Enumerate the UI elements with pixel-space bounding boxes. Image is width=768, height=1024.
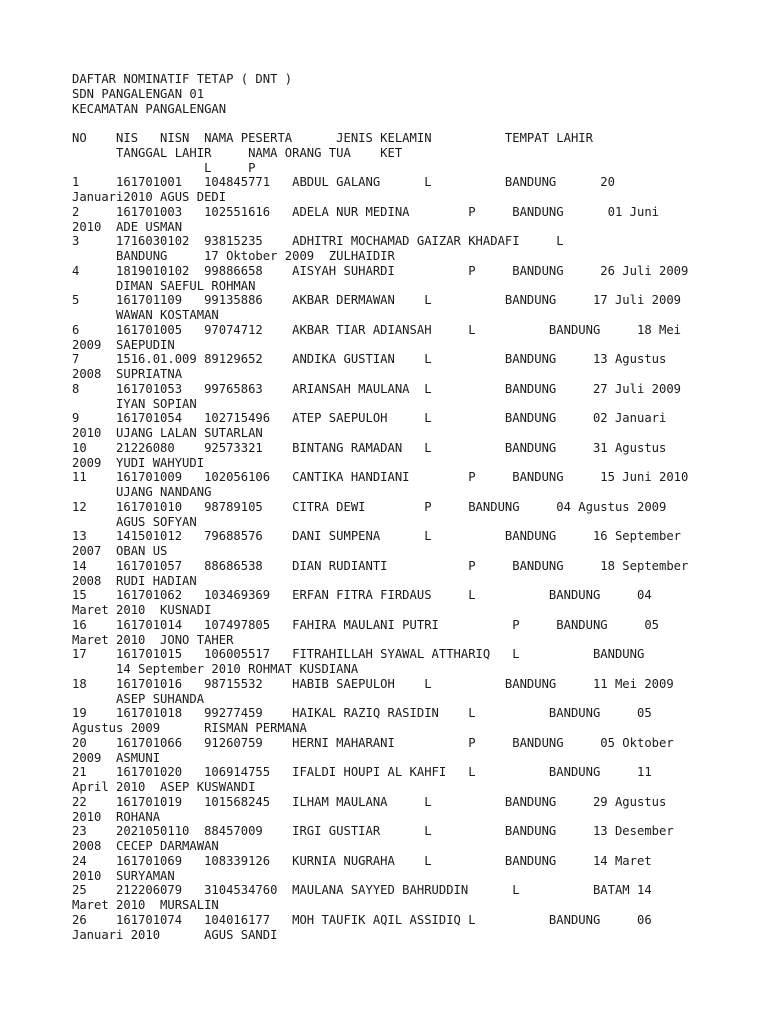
student-record-line: 2009 ASMUNI <box>72 750 161 765</box>
student-record-line: IYAN SOPIAN <box>72 396 197 411</box>
student-record-line: AGUS SOFYAN <box>72 514 197 529</box>
student-record-line: WAWAN KOSTAMAN <box>72 308 219 322</box>
student-record-line: UJANG NANDANG <box>72 485 212 499</box>
blank-line <box>72 116 688 131</box>
student-record-line: 14 September 2010 ROHMAT KUSDIANA <box>72 662 359 676</box>
student-record-line: 2010 ROHANA <box>72 809 161 824</box>
student-record-line: 8 161701053 99765863 ARIANSAH MAULANA L BANDUNG 27 Juli 2009 <box>72 381 682 396</box>
document-title: DAFTAR NOMINATIF TETAP ( DNT ) <box>72 72 293 86</box>
student-record-line: 25 212206079 3104534760 MAULANA SAYYED BAHRUDDIN L BATAM 14 <box>72 883 652 898</box>
student-record-line: 18 161701016 98715532 HABIB SAEPULOH L BANDUNG 11 Mei 2009 <box>72 676 674 691</box>
student-record-line: Agustus 2009 RISMAN PERMANA <box>72 721 307 735</box>
student-record-line: 20 161701066 91260759 HERNI MAHARANI P BANDUNG 05 Oktober <box>72 735 674 750</box>
student-record-line: 14 161701057 88686538 DIAN RUDIANTI P BANDUNG 18 September <box>72 558 689 573</box>
student-record-line: 9 161701054 102715496 ATEP SAEPULOH L BANDUNG 02 Januari <box>72 411 667 426</box>
student-record-line: Maret 2010 KUSNADI <box>72 603 212 617</box>
student-record-line: 2008 SUPRIATNA <box>72 367 183 381</box>
student-record-line: 2010 SURYAMAN <box>72 868 175 883</box>
table-header-line: NO NIS NISN NAMA PESERTA JENIS KELAMIN TEMPAT LAHIR <box>72 131 593 145</box>
student-record-line: 26 161701074 104016177 MOH TAUFIK AQIL ASSIDIQ L BANDUNG 06 <box>72 912 652 927</box>
student-record-line: 2008 CECEP DARMAWAN <box>72 839 219 853</box>
student-record-line: Maret 2010 JONO TAHER <box>72 632 234 647</box>
student-record-line: 15 161701062 103469369 ERFAN FITRA FIRDAUS L BANDUNG 04 <box>72 588 652 603</box>
student-record-line: 7 1516.01.009 89129652 ANDIKA GUSTIAN L BANDUNG 13 Agustus <box>72 352 667 367</box>
student-record-line: 10 21226080 92573321 BINTANG RAMADAN L BANDUNG 31 Agustus <box>72 440 667 455</box>
student-record-line: 13 141501012 79688576 DANI SUMPENA L BANDUNG 16 September <box>72 529 682 544</box>
table-header-line: TANGGAL LAHIR NAMA ORANG TUA KET <box>72 145 403 160</box>
student-record-line: 2010 ADE USMAN <box>72 219 183 234</box>
student-record-line: Januari 2010 AGUS SANDI <box>72 927 278 942</box>
student-record-line: 2007 OBAN US <box>72 544 168 558</box>
district-name: KECAMATAN PANGALENGAN <box>72 101 227 116</box>
student-record-line: Januari2010 AGUS DEDI <box>72 190 227 204</box>
student-record-line: 11 161701009 102056106 CANTIKA HANDIANI P BANDUNG 15 Juni 2010 <box>72 470 689 485</box>
student-record-line: 12 161701010 98789105 CITRA DEWI P BANDUNG 04 Agustus 2009 <box>72 499 667 514</box>
student-record-line: 2010 UJANG LALAN SUTARLAN <box>72 426 263 440</box>
student-record-line: 3 1716030102 93815235 ADHITRI MOCHAMAD GAIZAR KHADAFI L <box>72 234 564 249</box>
student-record-line: DIMAN SAEFUL ROHMAN <box>72 278 256 293</box>
student-record-line: April 2010 ASEP KUSWANDI <box>72 780 256 794</box>
table-header-line: L P <box>72 160 256 175</box>
student-record-line: 2 161701003 102551616 ADELA NUR MEDINA P BANDUNG 01 Juni <box>72 204 659 219</box>
student-record-line: 22 161701019 101568245 ILHAM MAULANA L BANDUNG 29 Agustus <box>72 794 667 809</box>
document-page <box>72 72 688 942</box>
student-record-line: 21 161701020 106914755 IFALDI HOUPI AL KAHFI L BANDUNG 11 <box>72 765 652 780</box>
student-record-line: 4 1819010102 99886658 AISYAH SUHARDI P BANDUNG 26 Juli 2009 <box>72 263 689 278</box>
student-record-line: 5 161701109 99135886 AKBAR DERMAWAN L BANDUNG 17 Juli 2009 <box>72 293 682 308</box>
student-record-line: 16 161701014 107497805 FAHIRA MAULANI PUTRI P BANDUNG 05 <box>72 617 659 632</box>
student-record-line: 17 161701015 106005517 FITRAHILLAH SYAWAL ATTHARIQ L BANDUNG <box>72 647 645 662</box>
student-record-line: 19 161701018 99277459 HAIKAL RAZIQ RASIDIN L BANDUNG 05 <box>72 706 652 721</box>
student-record-line: 23 2021050110 88457009 IRGI GUSTIAR L BANDUNG 13 Desember <box>72 824 674 839</box>
student-record-line: BANDUNG 17 Oktober 2009 ZULHAIDIR <box>72 249 395 263</box>
student-record-line: 1 161701001 104845771 ABDUL GALANG L BANDUNG 20 <box>72 175 615 190</box>
student-record-line: 2009 YUDI WAHYUDI <box>72 455 205 470</box>
student-record-line: 24 161701069 108339126 KURNIA NUGRAHA L BANDUNG 14 Maret <box>72 853 652 868</box>
school-name: SDN PANGALENGAN 01 <box>72 86 205 101</box>
student-record-line: ASEP SUHANDA <box>72 691 205 706</box>
student-record-line: 6 161701005 97074712 AKBAR TIAR ADIANSAH L BANDUNG 18 Mei <box>72 322 682 337</box>
student-record-line: 2009 SAEPUDIN <box>72 337 175 352</box>
student-record-line: 2008 RUDI HADIAN <box>72 573 197 588</box>
student-record-line: Maret 2010 MURSALIN <box>72 898 219 912</box>
